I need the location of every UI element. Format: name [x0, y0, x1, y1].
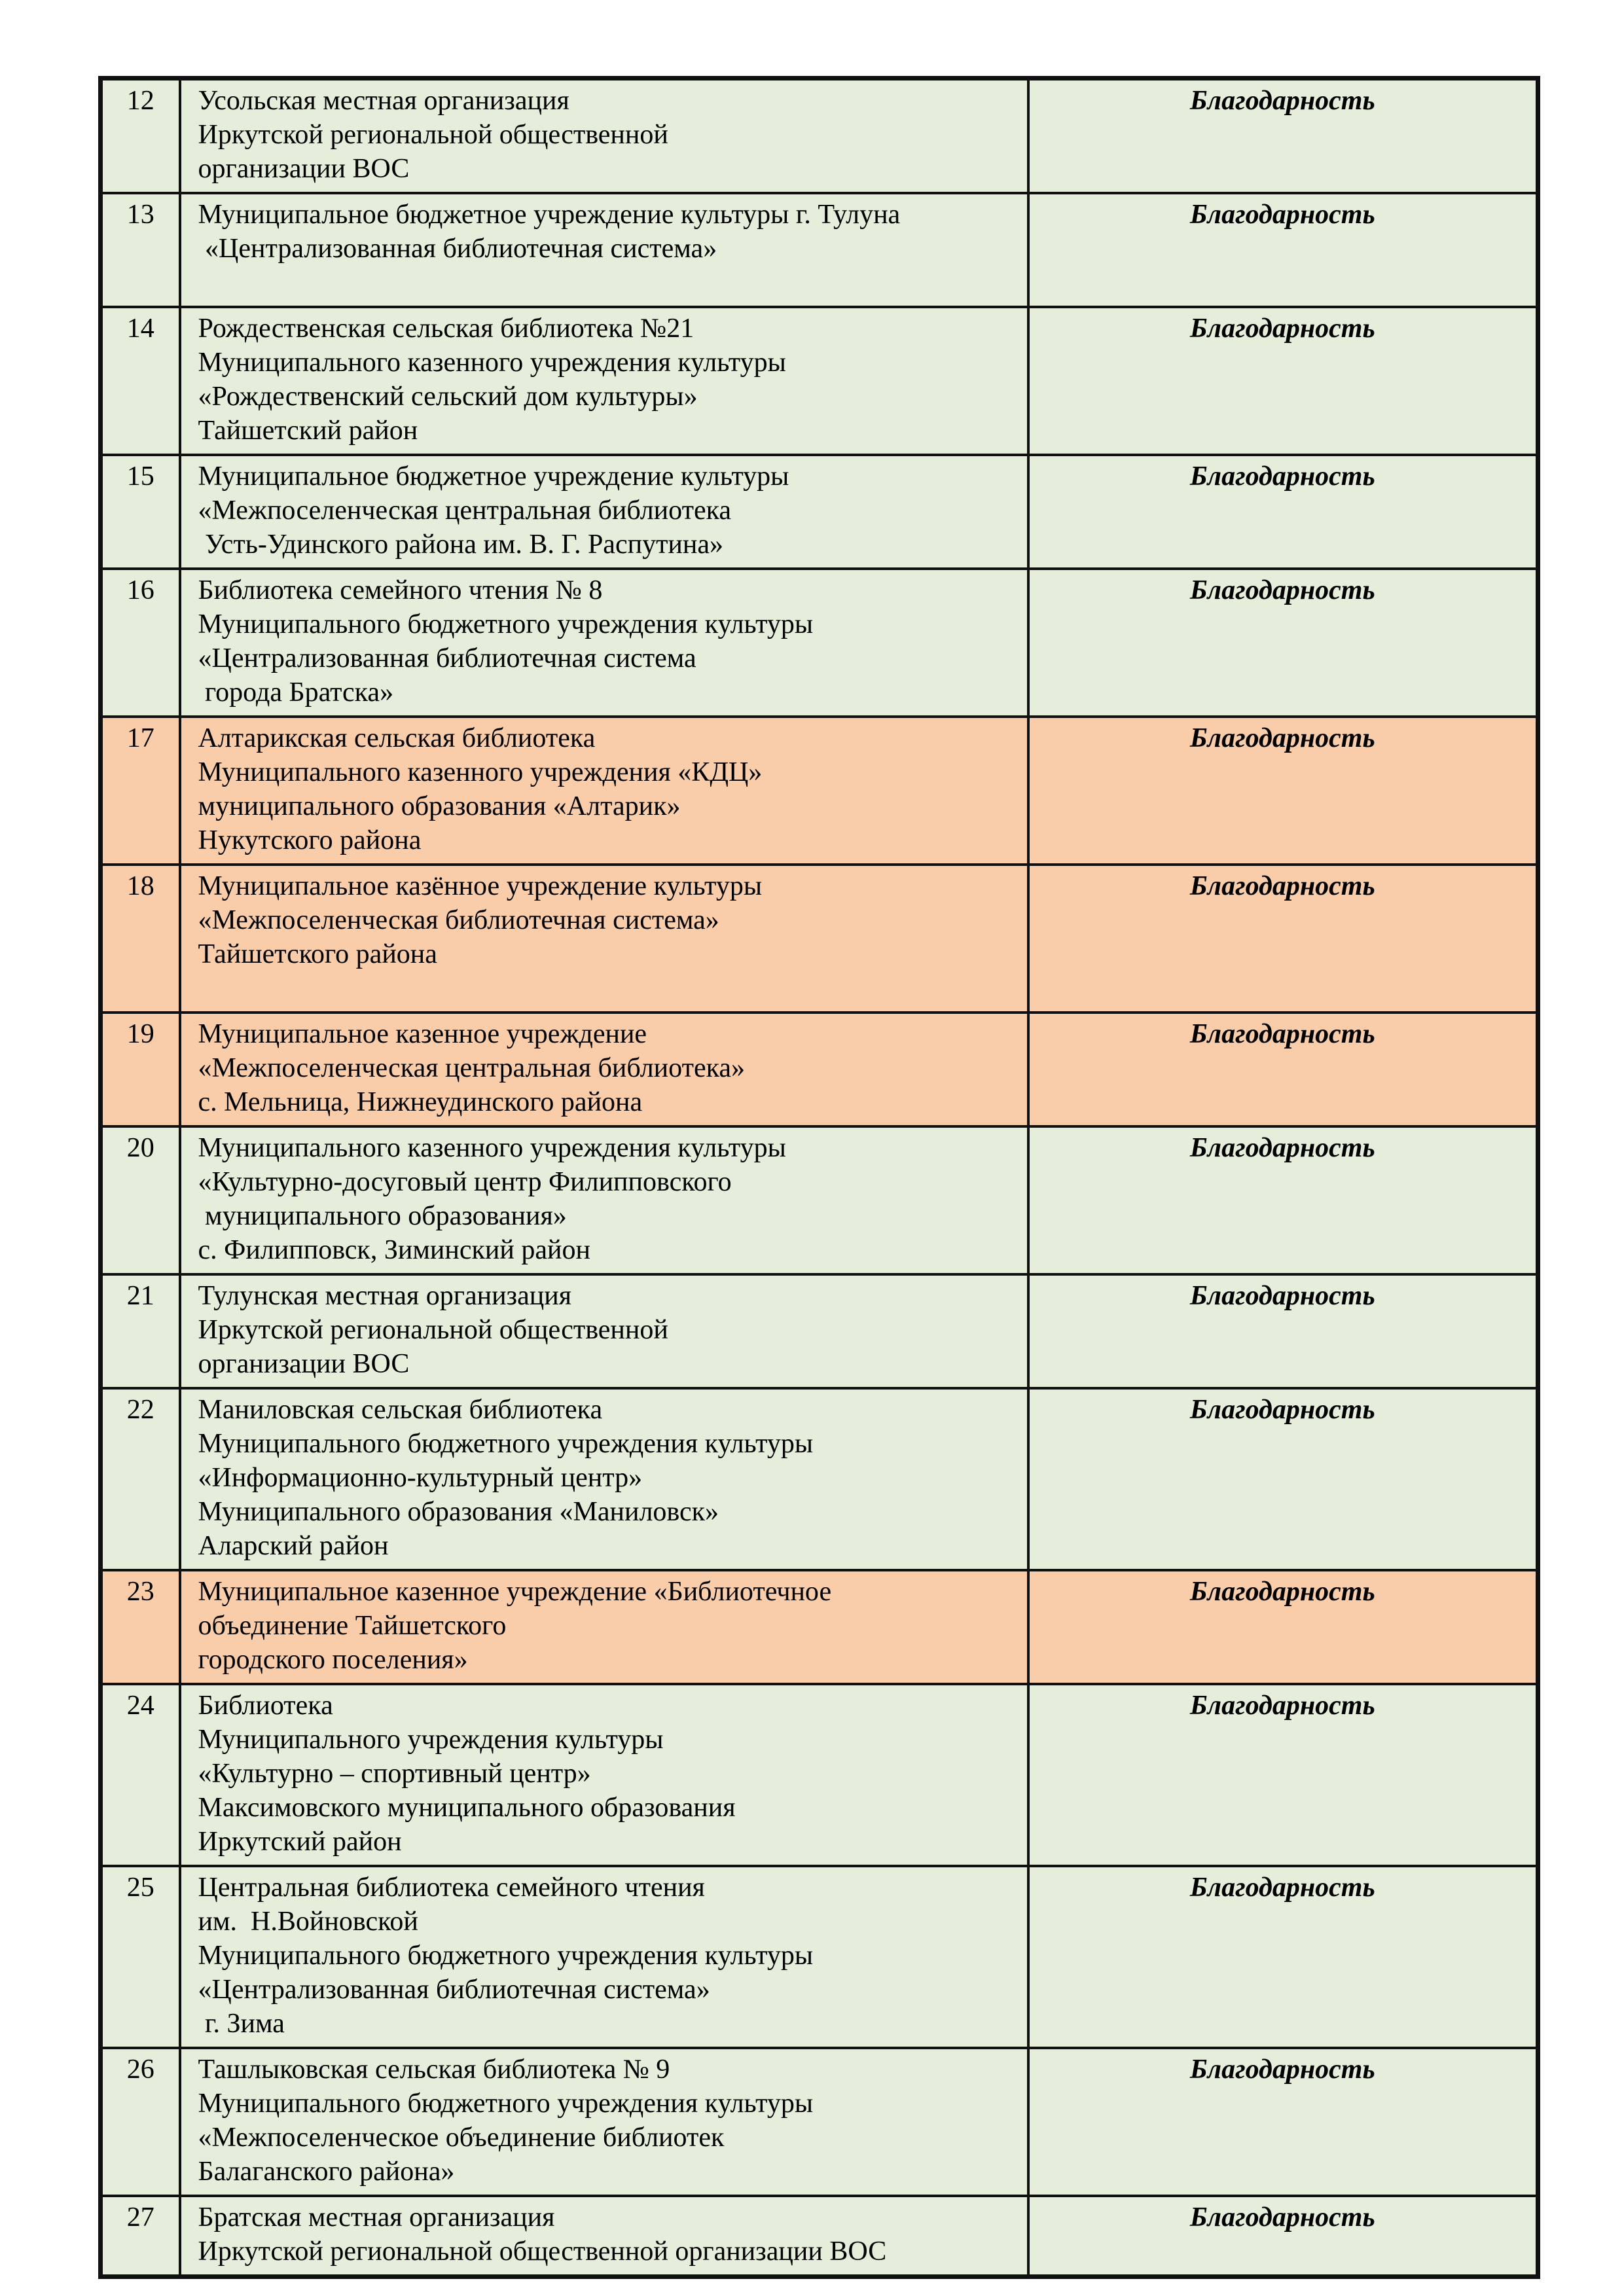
row-number-cell: 20 — [101, 1126, 180, 1274]
awards-table — [98, 76, 1540, 2279]
row-number-cell: 18 — [101, 865, 180, 1013]
award-cell: Благодарность — [1028, 865, 1538, 1013]
organization-cell: Центральная библиотека семейного чтения им. Н.Войновской Муниципального бюджетного учреждения культуры «Централизованная библиотечная система» г. Зима — [180, 1866, 1028, 2048]
table-row — [101, 307, 1538, 455]
award-cell: Благодарность — [1028, 79, 1538, 194]
row-number-cell: 21 — [101, 1274, 180, 1388]
organization-cell: Муниципального казенного учреждения культуры «Культурно-досуговый центр Филипповского муниципального образования» с. Филипповск, Зиминский район — [180, 1126, 1028, 1274]
award-cell: Благодарность — [1028, 2196, 1538, 2277]
table-row — [101, 1126, 1538, 1274]
table-row — [101, 1013, 1538, 1126]
organization-cell: Рождественская сельская библиотека №21 Муниципального казенного учреждения культуры «Рождественский сельский дом культуры» Тайшетский район — [180, 307, 1028, 455]
organization-cell: Библиотека Муниципального учреждения культуры «Культурно – спортивный центр» Максимовского муниципального образования Иркутский район — [180, 1684, 1028, 1866]
table-row — [101, 1388, 1538, 1570]
organization-cell: Братская местная организация Иркутской региональной общественной организации ВОС — [180, 2196, 1028, 2277]
row-number-cell: 15 — [101, 455, 180, 569]
table-row — [101, 569, 1538, 717]
organization-cell: Муниципальное казенное учреждение «Библиотечное объединение Тайшетского городского поселения» — [180, 1570, 1028, 1684]
row-number-cell: 14 — [101, 307, 180, 455]
organization-cell: Маниловская сельская библиотека Муниципального бюджетного учреждения культуры «Информационно-культурный центр» Муниципального образования «Маниловск» Аларский район — [180, 1388, 1028, 1570]
row-number-cell: 25 — [101, 1866, 180, 2048]
award-cell: Благодарность — [1028, 1570, 1538, 1684]
award-cell: Благодарность — [1028, 1126, 1538, 1274]
organization-cell: Усольская местная организация Иркутской региональной общественной организации ВОС — [180, 79, 1028, 194]
table-row — [101, 1684, 1538, 1866]
award-cell: Благодарность — [1028, 569, 1538, 717]
row-number-cell: 27 — [101, 2196, 180, 2277]
award-cell: Благодарность — [1028, 455, 1538, 569]
organization-cell: Алтарикская сельская библиотека Муниципального казенного учреждения «КДЦ» муниципального образования «Алтарик» Нукутского района — [180, 717, 1028, 865]
award-cell: Благодарность — [1028, 717, 1538, 865]
row-number-cell: 24 — [101, 1684, 180, 1866]
award-cell: Благодарность — [1028, 2048, 1538, 2196]
award-cell: Благодарность — [1028, 193, 1538, 307]
award-cell: Благодарность — [1028, 1274, 1538, 1388]
awards-table-wrap — [98, 76, 1536, 2279]
award-cell: Благодарность — [1028, 1866, 1538, 2048]
table-row — [101, 455, 1538, 569]
organization-cell: Муниципальное казенное учреждение «Межпоселенческая центральная библиотека» с. Мельница, Нижнеудинского района — [180, 1013, 1028, 1126]
award-cell: Благодарность — [1028, 1013, 1538, 1126]
table-row — [101, 717, 1538, 865]
table-row — [101, 2048, 1538, 2196]
row-number-cell: 13 — [101, 193, 180, 307]
row-number-cell: 16 — [101, 569, 180, 717]
row-number-cell: 19 — [101, 1013, 180, 1126]
row-number-cell: 22 — [101, 1388, 180, 1570]
table-row — [101, 865, 1538, 1013]
organization-cell: Ташлыковская сельская библиотека № 9 Муниципального бюджетного учреждения культуры «Межпоселенческое объединение библиотек Балаганского района» — [180, 2048, 1028, 2196]
award-cell: Благодарность — [1028, 307, 1538, 455]
table-row — [101, 193, 1538, 307]
table-row — [101, 1866, 1538, 2048]
award-cell: Благодарность — [1028, 1684, 1538, 1866]
row-number-cell: 17 — [101, 717, 180, 865]
row-number-cell: 26 — [101, 2048, 180, 2196]
organization-cell: Муниципальное бюджетное учреждение культуры «Межпоселенческая центральная библиотека Усть-Удинского района им. В. Г. Распутина» — [180, 455, 1028, 569]
organization-cell: Муниципальное бюджетное учреждение культуры г. Тулуна «Централизованная библиотечная система» — [180, 193, 1028, 307]
table-row — [101, 1570, 1538, 1684]
award-cell: Благодарность — [1028, 1388, 1538, 1570]
table-row — [101, 1274, 1538, 1388]
table-row — [101, 79, 1538, 194]
table-row — [101, 2196, 1538, 2277]
organization-cell: Тулунская местная организация Иркутской региональной общественной организации ВОС — [180, 1274, 1028, 1388]
awards-table-body — [101, 79, 1538, 2277]
row-number-cell: 23 — [101, 1570, 180, 1684]
organization-cell: Библиотека семейного чтения № 8 Муниципального бюджетного учреждения культуры «Централизованная библиотечная система города Братска» — [180, 569, 1028, 717]
organization-cell: Муниципальное казённое учреждение культуры «Межпоселенческая библиотечная система» Тайшетского района — [180, 865, 1028, 1013]
row-number-cell: 12 — [101, 79, 180, 194]
